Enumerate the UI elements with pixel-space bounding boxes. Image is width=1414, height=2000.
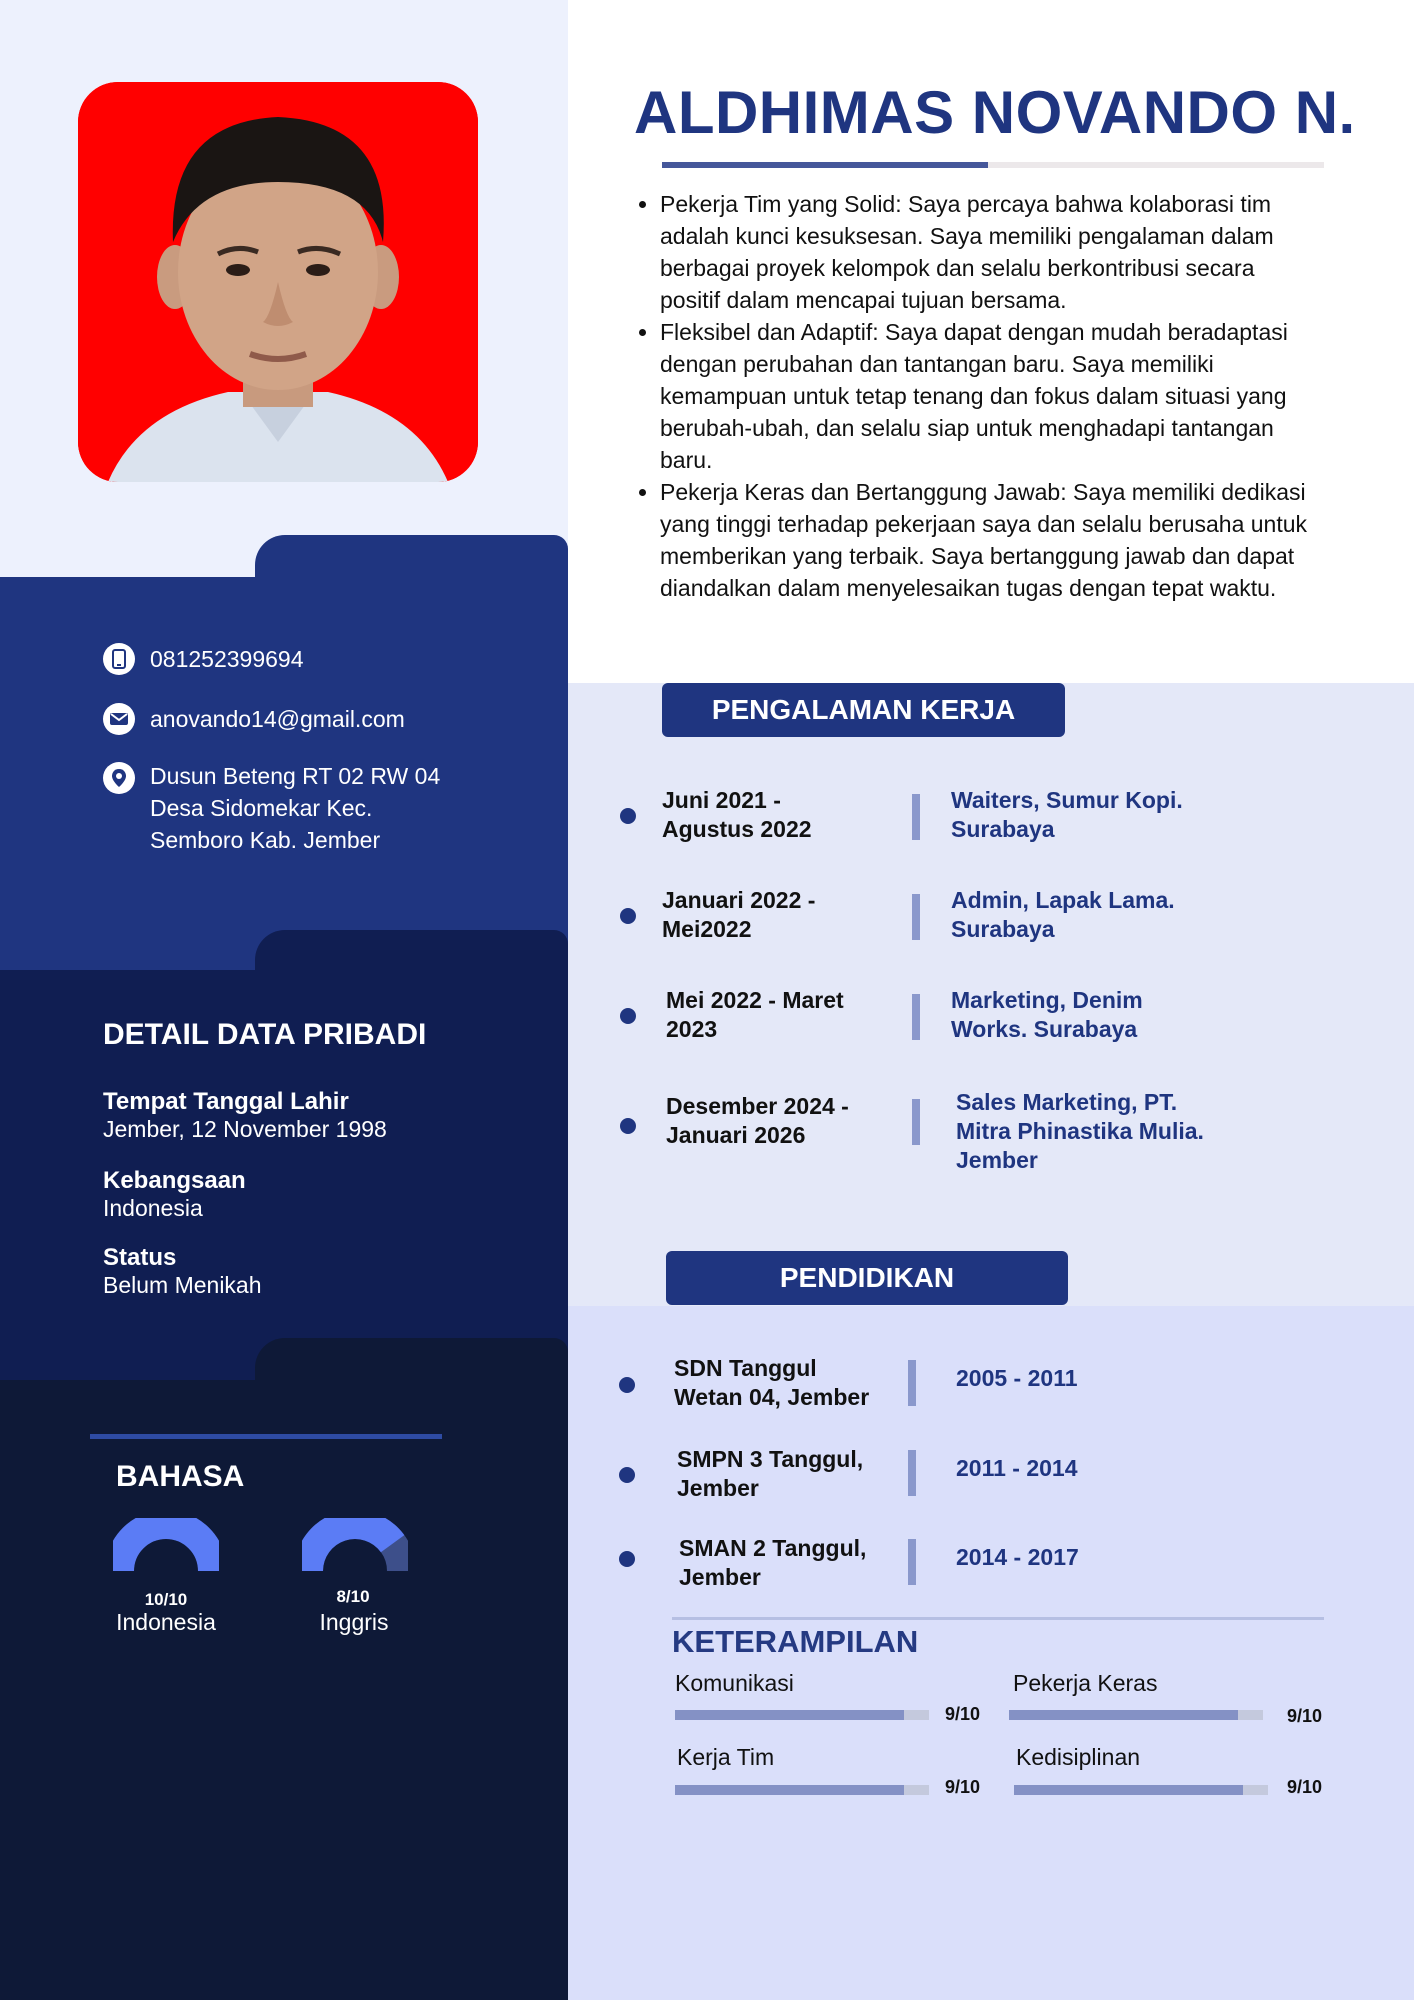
phone-icon [103,643,135,675]
skills-divider [672,1617,1324,1620]
work-date-line: Mei 2022 - Maret [666,987,844,1013]
work-date-line: 2023 [666,1016,718,1042]
timeline-dot [620,808,636,824]
name-underline-accent [662,162,988,168]
language-title: BAHASA [116,1460,245,1493]
timeline-separator [908,1450,916,1496]
detail-label: Tempat Tanggal Lahir [103,1088,349,1115]
profile-point: • Fleksibel dan Adaptif: Saya dapat dengan mudah beradaptasi dengan perubahan dan tantangan baru. Saya memiliki kemampuan untuk tetap tenang dan fokus dalam situasi yang berubah-ubah, dan selalu siap untuk menghadapi tantangan baru. [660,316,1310,476]
contact-email[interactable]: anovando14@gmail.com [150,706,405,732]
timeline-dot [619,1377,635,1393]
address-line: Desa Sidomekar Kec. [150,795,373,821]
work-role-line: Sales Marketing, PT. [956,1089,1178,1115]
location-pin-icon [103,762,135,794]
detail-item [103,1088,387,1143]
detail-label: Status [103,1244,177,1271]
timeline-dot [620,908,636,924]
work-role-line: Waiters, Sumur Kopi. [951,787,1183,813]
language-tab-shape [255,1338,568,1380]
timeline-separator [908,1360,916,1406]
skill-bar-fill [1009,1710,1238,1720]
skill-name: Komunikasi [675,1670,794,1696]
language-gauge-inggris [302,1518,408,1573]
work-date-line: Juni 2021 - [662,787,781,813]
contact-address [150,760,440,856]
address-line: Dusun Beteng RT 02 RW 04 [150,763,441,789]
timeline-dot [619,1551,635,1567]
work-role-line: Surabaya [951,916,1055,942]
skill-score: 9/10 [1287,1777,1323,1797]
timeline-dot [619,1467,635,1483]
skill-score: 9/10 [945,1704,981,1724]
timeline-separator [912,894,920,940]
profile-point: • Pekerja Tim yang Solid: Saya percaya bahwa kolaborasi tim adalah kunci kesuksesan. Saya memiliki pengalaman dalam berbagai proyek kelompok dan selalu berkontribusi secara positif dalam mencapai tujuan bersama. [660,188,1310,316]
language-panel [0,1380,568,2000]
skill-bar-fill [675,1710,904,1720]
timeline-separator [912,994,920,1040]
work-role [951,886,1221,944]
work-date [666,986,876,1044]
timeline-dot [620,1118,636,1134]
education-years: 2014 - 2017 [956,1544,1079,1570]
timeline-separator [912,794,920,840]
school-line: Wetan 04, Jember [674,1384,870,1410]
detail-label: Kebangsaan [103,1167,246,1194]
school-line: SMPN 3 Tanggul, [677,1446,864,1472]
candidate-name: ALDHIMAS NOVANDO N. [634,79,1356,146]
work-date [662,786,872,844]
work-date-line: Agustus 2022 [662,816,812,842]
gauge-fill [120,1525,213,1572]
detail-item [103,1244,262,1299]
detail-tab-shape [255,930,568,972]
education-years: 2005 - 2011 [956,1365,1078,1391]
language-gauge-indonesia [113,1518,219,1573]
contact-tab-shape [255,535,568,577]
work-role-line: Admin, Lapak Lama. [951,887,1175,913]
skill-score: 9/10 [945,1777,981,1797]
education-school [674,1354,904,1412]
skill-bar-track [1009,1710,1263,1720]
school-line: SDN Tanggul [674,1355,817,1381]
education-school [677,1445,907,1503]
detail-value: Indonesia [103,1195,203,1221]
profile-summary-list [634,188,1310,604]
skill-name: Pekerja Keras [1013,1670,1158,1696]
detail-value: Jember, 12 November 1998 [103,1116,387,1142]
work-experience-title: PENGALAMAN KERJA [662,683,1065,737]
language-divider [90,1434,442,1439]
timeline-dot [620,1008,636,1024]
work-role-line: Surabaya [951,816,1055,842]
work-date-line: Januari 2022 - [662,887,816,913]
profile-photo [78,82,478,482]
work-date-line: Desember 2024 - [666,1093,849,1119]
profile-point: • Pekerja Keras dan Bertanggung Jawab: Saya memiliki dedikasi yang tinggi terhadap pekerjaan saya dan selalu berusaha untuk memberikan yang terbaik. Saya bertanggung jawab dan dapat diandalkan dalam menyelesaikan tugas dengan tepat waktu. [660,476,1310,604]
skill-bar-track [1014,1785,1268,1795]
timeline-separator [908,1539,916,1585]
detail-value: Belum Menikah [103,1272,262,1298]
email-icon [103,703,135,735]
skill-score: 9/10 [1287,1706,1323,1726]
skill-bar-track [675,1785,929,1795]
education-title: PENDIDIKAN [666,1251,1068,1305]
skill-name: Kedisiplinan [1016,1744,1141,1770]
school-line: Jember [679,1564,761,1590]
work-role [956,1088,1226,1175]
skill-bar-track [675,1710,929,1720]
work-role-line: Mitra Phinastika Mulia. [956,1118,1204,1144]
work-role-line: Marketing, Denim [951,987,1143,1013]
work-date-line: Januari 2026 [666,1122,806,1148]
skill-bar-fill [1014,1785,1243,1795]
contact-phone[interactable]: 081252399694 [150,646,304,672]
address-line: Semboro Kab. Jember [150,827,381,853]
language-score: 10/10 [144,1590,188,1609]
skill-bar-fill [675,1785,904,1795]
language-name: Indonesia [116,1609,216,1635]
work-role [951,986,1221,1044]
school-line: Jember [677,1475,759,1501]
work-date [662,886,872,944]
education-years: 2011 - 2014 [956,1455,1078,1481]
work-date-line: Mei2022 [662,916,752,942]
timeline-separator [912,1099,920,1145]
language-score: 8/10 [336,1587,370,1606]
portrait-illustration [78,82,478,482]
language-name: Inggris [319,1609,389,1635]
personal-detail-title: DETAIL DATA PRIBADI [103,1018,427,1051]
work-role [951,786,1221,844]
gauge-fill [309,1525,393,1571]
school-line: SMAN 2 Tanggul, [679,1535,867,1561]
work-date [666,1092,876,1150]
education-school [679,1534,909,1592]
work-role-line: Works. Surabaya [951,1016,1138,1042]
work-role-line: Jember [956,1147,1038,1173]
detail-item [103,1167,246,1222]
skills-title: KETERAMPILAN [672,1624,919,1659]
skill-name: Kerja Tim [677,1744,775,1770]
